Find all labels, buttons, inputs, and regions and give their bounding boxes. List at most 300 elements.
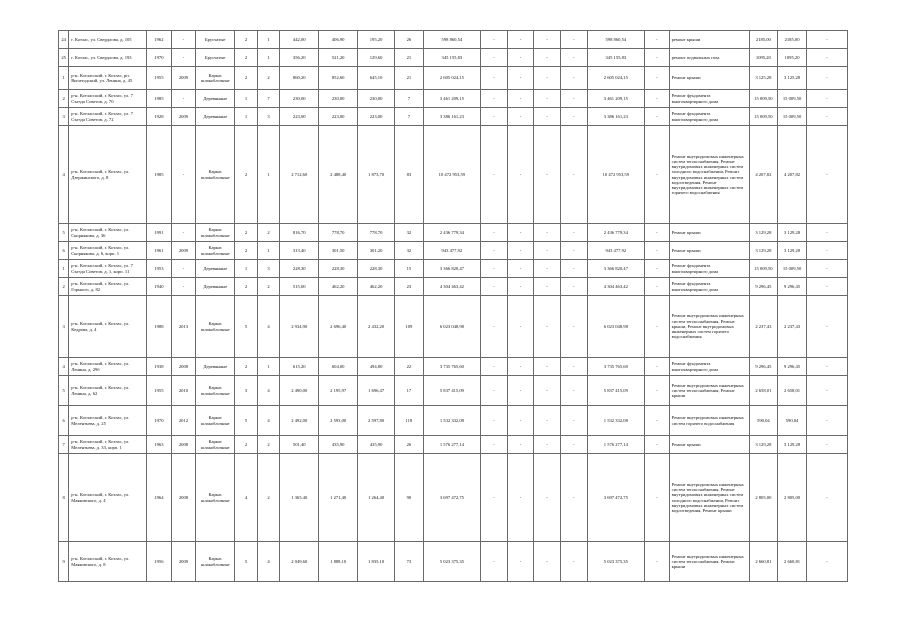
table-cell: - xyxy=(481,296,508,358)
table-cell: 5 xyxy=(235,296,258,358)
table-cell: 778,70 xyxy=(358,224,395,242)
table-cell: - xyxy=(171,278,196,296)
table-cell: Ремонт внутридомовых инженерных систем теплоснабжения, Ремонт крыши xyxy=(669,542,749,582)
table-cell: 1 xyxy=(235,90,258,108)
table-row xyxy=(59,242,848,260)
table-cell: 2 xyxy=(257,436,280,454)
table-cell: - xyxy=(645,49,670,67)
table-cell: 1988 xyxy=(147,296,172,358)
table-cell: 2 xyxy=(257,278,280,296)
table-cell: 15 009,50 xyxy=(749,260,778,278)
table-cell: 3 xyxy=(257,108,280,126)
table-cell: 442,00 xyxy=(280,31,319,49)
table-cell: 816,70 xyxy=(280,224,319,242)
table-cell: - xyxy=(561,242,588,260)
table-cell: 615,20 xyxy=(280,358,319,376)
table-cell: 7 xyxy=(395,90,424,108)
table-cell: 9 296,45 xyxy=(749,278,778,296)
table-cell: 3 xyxy=(59,296,69,358)
table-cell: 1940 xyxy=(147,278,172,296)
table-cell: Ремонт внутридомовых инженерных систем теплоснабжения, Ремонт внутридомовых инженерных систем холодного водоснабжения, Ремонт внутридомовых инженерных систем водоотведения, Ремонт внутридомовых инженерных систем горячего водоснабжения xyxy=(669,126,749,224)
table-cell: 1 696,47 xyxy=(358,376,395,406)
table-cell: Каркас шлакоблочные xyxy=(196,126,235,224)
table-cell: Деревянные xyxy=(196,260,235,278)
table-cell: 1962 xyxy=(147,31,172,49)
table-cell: 778,70 xyxy=(319,224,358,242)
table-row xyxy=(59,454,848,542)
table-cell: - xyxy=(806,278,847,296)
table-cell: 2 660,81 xyxy=(749,542,778,582)
table-cell: - xyxy=(507,454,534,542)
repair-register-table xyxy=(58,30,848,582)
table-cell: - xyxy=(507,224,534,242)
table-cell: г. Котлас, ул. Свердлова, д. 105 xyxy=(69,31,147,49)
table-cell: 22 xyxy=(395,358,424,376)
table-cell: - xyxy=(561,436,588,454)
table-cell: 1 xyxy=(235,260,258,278)
table-cell: 1 xyxy=(235,108,258,126)
table-cell: 462,20 xyxy=(319,278,358,296)
table-cell: 32 xyxy=(395,242,424,260)
table-cell: - xyxy=(645,67,670,90)
table-cell: 4 xyxy=(257,296,280,358)
table-cell: - xyxy=(534,358,561,376)
table-cell: Ремонт крыши xyxy=(669,436,749,454)
table-cell: Деревянные xyxy=(196,90,235,108)
table-cell: 501,40 xyxy=(280,436,319,454)
table-cell: - xyxy=(481,224,508,242)
table-cell: 860,20 xyxy=(280,67,319,90)
table-cell: 129,60 xyxy=(358,49,395,67)
table-cell: - xyxy=(481,67,508,90)
table-cell: 26 xyxy=(395,436,424,454)
table-cell: 15 009,50 xyxy=(778,108,807,126)
table-cell: - xyxy=(534,90,561,108)
table-cell: 3 125,28 xyxy=(778,67,807,90)
table-cell: 15 xyxy=(395,260,424,278)
table-cell: 3 129,28 xyxy=(749,224,778,242)
table-cell: - xyxy=(171,49,196,67)
table-cell: - xyxy=(645,90,670,108)
table-cell: 4 207,82 xyxy=(778,126,807,224)
table-cell: Каркас шлакоблочные xyxy=(196,224,235,242)
table-cell: ремонт крыши xyxy=(669,31,749,49)
table-cell: 3 366 820,47 xyxy=(423,260,480,278)
table-cell: - xyxy=(806,224,847,242)
table-cell: 2 237,43 xyxy=(749,296,778,358)
table-cell: - xyxy=(806,108,847,126)
table-cell: - xyxy=(481,31,508,49)
table-cell: р-н. Котласский, г. Котлас, ул. 7 Съезда Советов, д. 1, корп. 11 xyxy=(69,260,147,278)
table-cell: - xyxy=(534,224,561,242)
table-cell: 25 xyxy=(59,49,69,67)
table-cell: 598 860,54 xyxy=(587,31,644,49)
table-cell: - xyxy=(645,260,670,278)
table-cell: ремонт подвальных пом. xyxy=(669,49,749,67)
table-cell: - xyxy=(645,31,670,49)
table-cell: - xyxy=(806,436,847,454)
table-cell: 1961 xyxy=(147,242,172,260)
table-cell: - xyxy=(534,126,561,224)
table-row xyxy=(59,358,848,376)
table-cell: - xyxy=(507,260,534,278)
table-cell: 3 129,28 xyxy=(778,436,807,454)
table-row xyxy=(59,260,848,278)
table-cell: 515,00 xyxy=(280,278,319,296)
table-cell: 1 576 277,14 xyxy=(423,436,480,454)
table-cell: - xyxy=(645,278,670,296)
table-cell: 1 264,40 xyxy=(358,454,395,542)
table-cell: - xyxy=(481,90,508,108)
table-cell: Каркас шлакоблочные xyxy=(196,542,235,582)
table-cell: 2 049,60 xyxy=(280,542,319,582)
table-cell: - xyxy=(481,358,508,376)
table-cell: 7 xyxy=(257,90,280,108)
table-cell: 2 xyxy=(59,90,69,108)
table-cell: 1953 xyxy=(147,260,172,278)
table-cell: - xyxy=(507,67,534,90)
table-row xyxy=(59,376,848,406)
table-cell: - xyxy=(561,90,588,108)
table-cell: 1 xyxy=(257,126,280,224)
table-cell: - xyxy=(481,454,508,542)
table-cell: 2 xyxy=(235,436,258,454)
table-cell: 1 365,40 xyxy=(280,454,319,542)
table-cell: 2 492,00 xyxy=(280,406,319,436)
table-cell: р-н. Котласский, г. Котлас, ул. Маяковского, д. 4 xyxy=(69,454,147,542)
table-cell: 301,50 xyxy=(319,242,358,260)
table-cell: Ремонт внутридомовых инженерных систем горячего водоснабжения xyxy=(669,406,749,436)
table-cell: 313,40 xyxy=(280,242,319,260)
table-cell: р-н. Котласский, г. Котлас, ул. Маяковского, д. 8 xyxy=(69,542,147,582)
table-cell: 4 304 463,42 xyxy=(587,278,644,296)
table-cell: 230,00 xyxy=(358,90,395,108)
table-cell: - xyxy=(561,126,588,224)
table-cell: 2 xyxy=(235,358,258,376)
table-cell: - xyxy=(507,126,534,224)
table-cell: - xyxy=(171,90,196,108)
table-cell: - xyxy=(171,126,196,224)
table-row xyxy=(59,49,848,67)
table-cell: 1 835,10 xyxy=(358,542,395,582)
table-body xyxy=(59,31,848,582)
table-cell: 943 477,92 xyxy=(423,242,480,260)
table-cell: 6 xyxy=(59,242,69,260)
table-cell: р-н. Котласский, г. Котлас, ул. Дзержинского, д. 8 xyxy=(69,126,147,224)
table-cell: 1985 xyxy=(147,90,172,108)
table-cell: 2 658,01 xyxy=(749,376,778,406)
table-cell: 2 xyxy=(235,278,258,296)
table-cell: - xyxy=(171,31,196,49)
table-cell: Каркас шлакоблочные xyxy=(196,67,235,90)
table-cell: 1963 xyxy=(147,436,172,454)
table-cell: 852,60 xyxy=(319,67,358,90)
table-cell: 1956 xyxy=(147,542,172,582)
table-cell: 23 xyxy=(395,278,424,296)
table-cell: 1928 xyxy=(147,108,172,126)
table-cell: 590,04 xyxy=(778,406,807,436)
table-cell: 1 271,40 xyxy=(319,454,358,542)
table-cell: 17 xyxy=(395,376,424,406)
table-cell: - xyxy=(507,90,534,108)
table-cell: р-н. Котласский, г. Котлас, ул. Скорнякова, д. 6, корп. 1 xyxy=(69,242,147,260)
table-cell: 228,30 xyxy=(358,260,395,278)
table-cell: - xyxy=(507,542,534,582)
table-cell: 3 129,28 xyxy=(778,224,807,242)
table-cell: 5 023 375,35 xyxy=(587,542,644,582)
table-cell: 4 304 463,42 xyxy=(423,278,480,296)
table-cell: 345 155,83 xyxy=(423,49,480,67)
table-cell: 2 xyxy=(235,126,258,224)
table-cell: - xyxy=(645,406,670,436)
table-cell: 1 xyxy=(257,49,280,67)
table-cell: 2 658,01 xyxy=(778,376,807,406)
table-cell: 118 xyxy=(395,406,424,436)
table-cell: 2 237,43 xyxy=(778,296,807,358)
table-cell: - xyxy=(806,126,847,224)
table-cell: 4 xyxy=(257,376,280,406)
table-cell: р-н. Котласский, г. Котлас, ул. Горького, д. 82 xyxy=(69,278,147,296)
table-cell: Ремонт крыши xyxy=(669,242,749,260)
table-cell: 1 xyxy=(59,67,69,90)
table-cell: - xyxy=(481,260,508,278)
table-cell: Каркас шлакоблочные xyxy=(196,376,235,406)
table-cell: 2008 xyxy=(171,454,196,542)
table-cell: р-н. Котласский, г. Котлас, ул. Ленина, д. 29б xyxy=(69,358,147,376)
table-cell: 1 532 332,08 xyxy=(587,406,644,436)
table-cell: - xyxy=(806,454,847,542)
table-cell: 223,00 xyxy=(319,108,358,126)
table-cell: - xyxy=(534,454,561,542)
table-cell: 4 xyxy=(59,358,69,376)
table-cell: 5 837 415,09 xyxy=(587,376,644,406)
table-cell: 3 735 765,60 xyxy=(423,358,480,376)
table-cell: Ремонт внутридомовых инженерных систем теплоснабжения, Ремонт внутридомовых инженерных систем холодного водоснабжения, Ремонт внутридомовых инженерных систем водоотведения, Ремонт крыши xyxy=(669,454,749,542)
table-cell: 2 605 024,15 xyxy=(587,67,644,90)
table-row xyxy=(59,67,848,90)
table-cell: - xyxy=(171,224,196,242)
table-cell: 9 xyxy=(59,542,69,582)
table-cell: - xyxy=(534,49,561,67)
table-cell: - xyxy=(806,242,847,260)
table-cell: 21 xyxy=(395,67,424,90)
table-cell: 1964 xyxy=(147,454,172,542)
table-cell: 7 xyxy=(59,436,69,454)
table-cell: р-н. Котласский, г. Котлас, ул. Мелентьева, д. 25 xyxy=(69,406,147,436)
table-cell: 109 xyxy=(395,296,424,358)
table-cell: - xyxy=(534,260,561,278)
table-cell: - xyxy=(645,126,670,224)
table-cell: 5 837 415,09 xyxy=(423,376,480,406)
table-cell: - xyxy=(645,224,670,242)
table-row xyxy=(59,406,848,436)
table-cell: - xyxy=(481,406,508,436)
table-cell: 6 023 048,98 xyxy=(423,296,480,358)
table-cell: 26 xyxy=(395,31,424,49)
table-cell: - xyxy=(645,376,670,406)
table-cell: 3 xyxy=(235,376,258,406)
table-cell: 2010 xyxy=(171,376,196,406)
table-cell: - xyxy=(561,67,588,90)
table-cell: 3 386 161,23 xyxy=(423,108,480,126)
table-cell: 2 436 779,34 xyxy=(423,224,480,242)
table-cell: - xyxy=(806,90,847,108)
table-cell: 4 xyxy=(257,542,280,582)
table-cell: - xyxy=(534,436,561,454)
table-cell: 15 009,50 xyxy=(749,90,778,108)
table-cell: - xyxy=(645,108,670,126)
table-cell: 435,90 xyxy=(358,436,395,454)
table-cell: р-н. Котласский, г. Котлас, ул. Ленина, д. 62 xyxy=(69,376,147,406)
table-cell: 2 805,00 xyxy=(778,454,807,542)
table-cell: - xyxy=(806,49,847,67)
table-cell: 2 593,00 xyxy=(319,406,358,436)
table-cell: р-н. Котласский, г. Котлас, ул. 7 Съезда Советов, д. 72 xyxy=(69,108,147,126)
table-cell: - xyxy=(507,108,534,126)
table-cell: - xyxy=(507,242,534,260)
table-cell: Брусчатые xyxy=(196,49,235,67)
table-cell: - xyxy=(561,278,588,296)
table-cell: - xyxy=(481,126,508,224)
table-cell: 2 436 779,34 xyxy=(587,224,644,242)
table-cell: - xyxy=(481,376,508,406)
table-cell: 10 472 953,59 xyxy=(423,126,480,224)
table-cell: 223,00 xyxy=(280,108,319,126)
table-cell: 2 605 024,15 xyxy=(423,67,480,90)
table-cell: 4 xyxy=(257,406,280,436)
table-cell: 462,20 xyxy=(358,278,395,296)
table-cell: - xyxy=(534,242,561,260)
table-cell: Ремонт крыши xyxy=(669,67,749,90)
table-cell: 4 xyxy=(59,126,69,224)
table-cell: 5 xyxy=(235,406,258,436)
table-cell: 521,20 xyxy=(319,49,358,67)
table-cell: 3 735 765,60 xyxy=(587,358,644,376)
table-cell: - xyxy=(806,406,847,436)
table-cell: 2 490,00 xyxy=(280,376,319,406)
table-cell: - xyxy=(507,436,534,454)
table-cell: р-н. Котласский, г. Котлас, ул. Мелентьева, д. 33, корп. 1 xyxy=(69,436,147,454)
table-cell: Ремонт фундамента многоквартирного дома xyxy=(669,260,749,278)
table-cell: 1 xyxy=(257,242,280,260)
table-cell: Ремонт внутридомовых инженерных систем теплоснабжения, Ремонт крыши, Ремонт внутридомовых инженерных систем горячего водоснабжения xyxy=(669,296,749,358)
table-cell: 598 860,54 xyxy=(423,31,480,49)
table-cell: 645,10 xyxy=(358,67,395,90)
table-cell: 2008 xyxy=(171,358,196,376)
table-cell: 230,00 xyxy=(319,90,358,108)
table-cell: - xyxy=(534,278,561,296)
table-cell: 2012 xyxy=(171,406,196,436)
table-cell: - xyxy=(507,49,534,67)
table-cell: 604,00 xyxy=(319,358,358,376)
table-cell: - xyxy=(561,358,588,376)
table-cell: - xyxy=(806,67,847,90)
table-cell: - xyxy=(534,376,561,406)
table-cell: 24 xyxy=(59,31,69,49)
table-cell: 2 xyxy=(235,67,258,90)
table-cell: 1955 xyxy=(147,376,172,406)
table-cell: 32 xyxy=(395,224,424,242)
table-cell: р-н. Котласский, г. Котлас, ул. 7 Съезда Советов, д. 70 xyxy=(69,90,147,108)
table-cell: 2 xyxy=(235,224,258,242)
table-cell: 2 696,40 xyxy=(319,296,358,358)
table-cell: 2185,00 xyxy=(778,31,807,49)
table-cell: - xyxy=(561,31,588,49)
table-cell: 83 xyxy=(395,126,424,224)
table-cell: - xyxy=(561,108,588,126)
table-cell: Каркас шлакоблочные xyxy=(196,296,235,358)
table-cell: Брусчатые xyxy=(196,31,235,49)
table-cell: - xyxy=(507,31,534,49)
table-cell: 2009 xyxy=(171,242,196,260)
table-cell: 15 009,50 xyxy=(778,260,807,278)
table-cell: 10 472 953,59 xyxy=(587,126,644,224)
table-cell: - xyxy=(481,242,508,260)
table-cell: 1955 xyxy=(147,67,172,90)
table-row xyxy=(59,436,848,454)
table-row xyxy=(59,31,848,49)
table-cell: 73 xyxy=(395,542,424,582)
table-row xyxy=(59,296,848,358)
table-cell: Ремонт крыши xyxy=(669,224,749,242)
table-cell: 3 129,28 xyxy=(749,436,778,454)
table-cell: - xyxy=(534,108,561,126)
table-cell: Каркас шлакоблочные xyxy=(196,242,235,260)
table-cell: - xyxy=(561,260,588,278)
table-cell: 1095,20 xyxy=(778,49,807,67)
table-cell: Ремонт фундамента многоквартирного дома xyxy=(669,358,749,376)
table-cell: - xyxy=(806,260,847,278)
table-cell: 2 xyxy=(257,224,280,242)
table-cell: 3 129,28 xyxy=(749,242,778,260)
table-cell: 1970 xyxy=(147,406,172,436)
table-cell: 1 xyxy=(59,260,69,278)
table-cell: 3 461 209,15 xyxy=(587,90,644,108)
table-cell: 2 xyxy=(257,67,280,90)
table-cell: - xyxy=(507,358,534,376)
table-cell: 1 873,70 xyxy=(358,126,395,224)
table-cell: 356,20 xyxy=(280,49,319,67)
table-cell: 1 576 277,14 xyxy=(587,436,644,454)
table-cell: - xyxy=(645,454,670,542)
table-cell: 345 155,83 xyxy=(587,49,644,67)
table-cell: - xyxy=(534,406,561,436)
table-cell: 2 488,40 xyxy=(319,126,358,224)
table-cell: - xyxy=(806,296,847,358)
table-cell: Ремонт фундамента многоквартирного дома xyxy=(669,108,749,126)
table-cell: - xyxy=(645,436,670,454)
table-cell: 3 xyxy=(59,108,69,126)
table-cell: 7 xyxy=(395,108,424,126)
table-cell: - xyxy=(481,49,508,67)
table-cell: 2 xyxy=(257,454,280,542)
table-cell: - xyxy=(561,296,588,358)
table-cell: - xyxy=(507,376,534,406)
table-cell: р-н. Котласский, г. Котлас, ул. Кедрова, д. 4 xyxy=(69,296,147,358)
table-cell: - xyxy=(534,67,561,90)
table-cell: Каркас шлакоблочные xyxy=(196,436,235,454)
table-cell: Деревянные xyxy=(196,358,235,376)
table-cell: - xyxy=(561,376,588,406)
table-cell: 4 xyxy=(235,454,258,542)
table-cell: 1095,20 xyxy=(749,49,778,67)
table-cell: 5 xyxy=(235,542,258,582)
table-cell: 2 432,20 xyxy=(358,296,395,358)
table-cell: - xyxy=(561,49,588,67)
table-cell: Ремонт внутридомовых инженерных систем теплоснабжения, Ремонт крыши xyxy=(669,376,749,406)
table-cell: 1970 xyxy=(147,49,172,67)
table-cell: 230,00 xyxy=(280,90,319,108)
